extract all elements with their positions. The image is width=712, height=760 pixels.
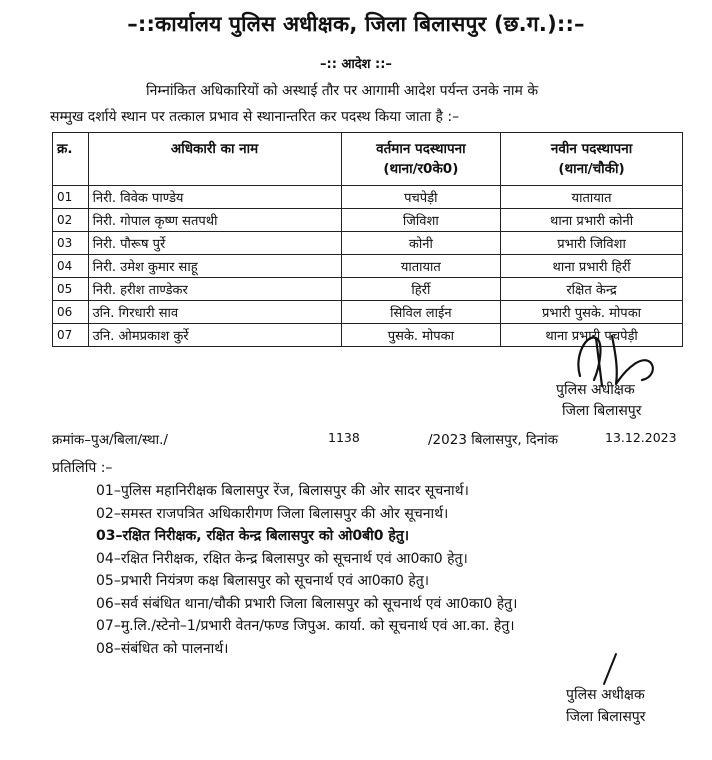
signature-block-2 bbox=[566, 684, 645, 728]
signatory-district: जिला बिलासपुर bbox=[566, 709, 646, 725]
row-officer-name: निरी. पौरूष पुर्रे bbox=[88, 232, 341, 255]
table-row bbox=[53, 232, 683, 255]
table-header-row bbox=[53, 133, 683, 186]
header-sn: क्र. bbox=[53, 133, 89, 186]
list-item: 02–समस्त राजपत्रित अधिकारीगण जिला बिलासपुर की ओर सूचनार्थ। bbox=[96, 505, 449, 522]
order-title: –:: आदेश ::– bbox=[320, 57, 392, 72]
row-officer-name: निरी. उमेश कुमार साहू bbox=[88, 255, 341, 278]
header-current-line-1: वर्तमान पदस्थापना bbox=[376, 141, 466, 157]
row-officer-name: निरी. हरीश ताण्डेकर bbox=[88, 278, 341, 301]
row-officer-name: निरी. गोपाल कृष्ण सतपथी bbox=[88, 209, 341, 232]
transfer-table bbox=[52, 132, 683, 347]
signatory-designation: पुलिस अधीक्षक bbox=[566, 687, 645, 703]
row-officer-name: उनि. गिरधारी साव bbox=[88, 301, 341, 324]
row-sn: 01 bbox=[53, 186, 89, 209]
row-sn: 05 bbox=[53, 278, 89, 301]
copy-list bbox=[96, 480, 696, 660]
row-sn: 06 bbox=[53, 301, 89, 324]
table-row bbox=[53, 209, 683, 232]
row-current-posting: यातायात bbox=[341, 255, 501, 278]
row-officer-name: निरी. विवेक पाण्डेय bbox=[88, 186, 341, 209]
row-new-posting: प्रभारी जिविशा bbox=[501, 232, 683, 255]
list-item: 01–पुलिस महानिरीक्षक बिलासपुर रेंज, बिलासपुर की ओर सादर सूचनार्थ। bbox=[96, 483, 469, 499]
row-new-posting: थाना प्रभारी पचपेड़ी bbox=[501, 324, 683, 347]
row-officer-name: उनि. ओमप्रकाश कुर्रे bbox=[88, 324, 341, 347]
row-new-posting: थाना प्रभारी कोनी bbox=[501, 209, 683, 232]
row-sn: 03 bbox=[53, 232, 89, 255]
row-current-posting: सिविल लाईन bbox=[341, 301, 501, 324]
row-current-posting: हिर्री bbox=[341, 278, 501, 301]
list-item: 06–सर्व संबंधित थाना/चौकी प्रभारी जिला बिलासपुर को सूचनार्थ एवं आ0का0 हेतु। bbox=[96, 595, 518, 612]
header-new-line-1: नवीन पदस्थापना bbox=[550, 141, 633, 157]
header-current-line-2: (थाना/र0के0) bbox=[383, 161, 459, 177]
row-new-posting: थाना प्रभारी हिर्री bbox=[501, 255, 683, 278]
row-current-posting: पचपेड़ी bbox=[341, 186, 501, 209]
header-new-posting bbox=[501, 133, 683, 186]
row-sn: 02 bbox=[53, 209, 89, 232]
list-item: 03–रक्षित निरीक्षक, रक्षित केन्द्र बिलासपुर को ओ0बी0 हेतु। bbox=[96, 528, 410, 544]
table-row bbox=[53, 186, 683, 209]
reference-prefix: क्रमांक–पुअ/बिला/स्था./ bbox=[52, 432, 168, 448]
header-current-posting bbox=[341, 133, 501, 186]
reference-number: 1138 bbox=[328, 430, 360, 445]
list-item: 04–रक्षित निरीक्षक, रक्षित केन्द्र बिलासपुर को सूचनार्थ एवं आ0का0 हेतु। bbox=[96, 550, 468, 567]
copy-label: प्रतिलिपि :– bbox=[52, 460, 113, 476]
signature-block-1 bbox=[556, 380, 641, 422]
intro-line-1: निम्नांकित अधिकारियों को अस्थाई तौर पर आगामी आदेश पर्यन्त उनके नाम के bbox=[146, 83, 539, 99]
intro-line-2: सम्मुख दर्शाये स्थान पर तत्काल प्रभाव से स्थानान्तरित कर पदस्थ किया जाता है :– bbox=[50, 109, 460, 125]
row-sn: 04 bbox=[53, 255, 89, 278]
table-row bbox=[53, 278, 683, 301]
list-item: 05–प्रभारी नियंत्रण कक्ष बिलासपुर को सूचनार्थ एवं आ0का0 हेतु। bbox=[96, 573, 430, 589]
reference-suffix: /2023 बिलासपुर, दिनांक bbox=[428, 432, 558, 448]
row-sn: 07 bbox=[53, 324, 89, 347]
row-new-posting: रक्षित केन्द्र bbox=[501, 278, 683, 301]
header-new-line-2: (थाना/चौकी) bbox=[558, 161, 625, 177]
order-intro bbox=[50, 78, 680, 130]
list-item: 07–मु.लि./स्टेनो–1/प्रभारी वेतन/फण्ड जिपुअ. कार्या. को सूचनार्थ एवं आ.का. हेतु। bbox=[96, 618, 515, 634]
row-current-posting: कोनी bbox=[341, 232, 501, 255]
signatory-district: जिला बिलासपुर bbox=[562, 403, 642, 419]
office-heading: –::कार्यालय पुलिस अधीक्षक, जिला बिलासपुर (छ.ग.)::– bbox=[127, 12, 585, 36]
header-officer-name: अधिकारी का नाम bbox=[88, 133, 341, 186]
signature-stroke-mark bbox=[598, 652, 622, 686]
table-row bbox=[53, 255, 683, 278]
row-current-posting: पुसके. मोपका bbox=[341, 324, 501, 347]
row-current-posting: जिविशा bbox=[341, 209, 501, 232]
row-new-posting: प्रभारी पुसके. मोपका bbox=[501, 301, 683, 324]
signatory-designation: पुलिस अधीक्षक bbox=[556, 382, 635, 398]
reference-date: 13.12.2023 bbox=[605, 430, 677, 445]
row-new-posting: यातायात bbox=[501, 186, 683, 209]
list-item: 08–संबंधित को पालनार्थ। bbox=[96, 640, 229, 657]
table-row bbox=[53, 301, 683, 324]
